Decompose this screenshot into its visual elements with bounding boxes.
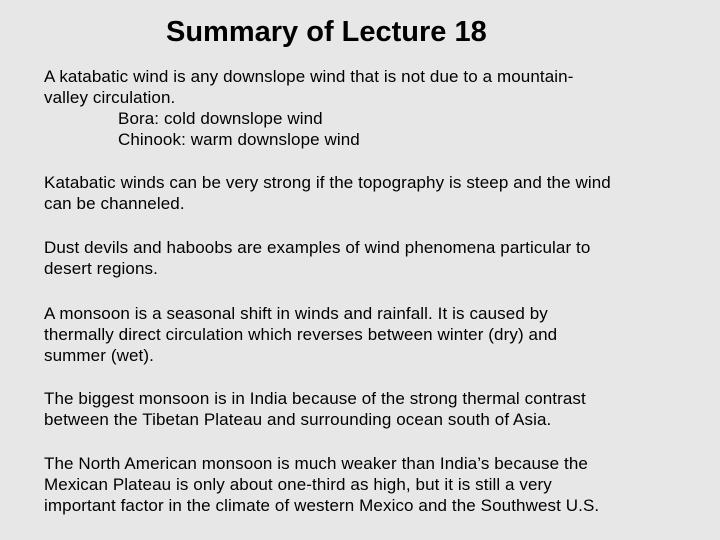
sub-item-chinook: Chinook: warm downslope wind — [118, 130, 360, 149]
paragraph-dust-devils — [44, 237, 714, 279]
paragraph-line: Dust devils and haboobs are examples of wind phenomena particular to — [44, 238, 591, 257]
paragraph-line: The North American monsoon is much weaker than India’s because the — [44, 454, 588, 473]
paragraph-line: Katabatic winds can be very strong if the topography is steep and the wind — [44, 173, 611, 192]
paragraph-monsoon-definition — [44, 303, 714, 366]
slide-title: Summary of Lecture 18 — [166, 16, 487, 48]
paragraph-katabatic-strength — [44, 172, 714, 214]
paragraph-katabatic-definition — [44, 66, 714, 150]
paragraph-line: A katabatic wind is any downslope wind that is not due to a mountain- — [44, 67, 574, 86]
paragraph-line: between the Tibetan Plateau and surrounding ocean south of Asia. — [44, 410, 552, 429]
paragraph-india-monsoon — [44, 388, 714, 430]
paragraph-line: summer (wet). — [44, 346, 154, 365]
paragraph-line: The biggest monsoon is in India because of the strong thermal contrast — [44, 389, 586, 408]
paragraph-line: valley circulation. — [44, 88, 176, 107]
paragraph-line: A monsoon is a seasonal shift in winds and rainfall. It is caused by — [44, 304, 548, 323]
paragraph-line: important factor in the climate of western Mexico and the Southwest U.S. — [44, 496, 600, 515]
paragraph-line: Mexican Plateau is only about one-third as high, but it is still a very — [44, 475, 552, 494]
paragraph-north-american-monsoon — [44, 453, 714, 516]
paragraph-line: desert regions. — [44, 259, 158, 278]
sub-item-bora: Bora: cold downslope wind — [118, 109, 323, 128]
paragraph-line: can be channeled. — [44, 194, 185, 213]
paragraph-line: thermally direct circulation which reverses between winter (dry) and — [44, 325, 558, 344]
